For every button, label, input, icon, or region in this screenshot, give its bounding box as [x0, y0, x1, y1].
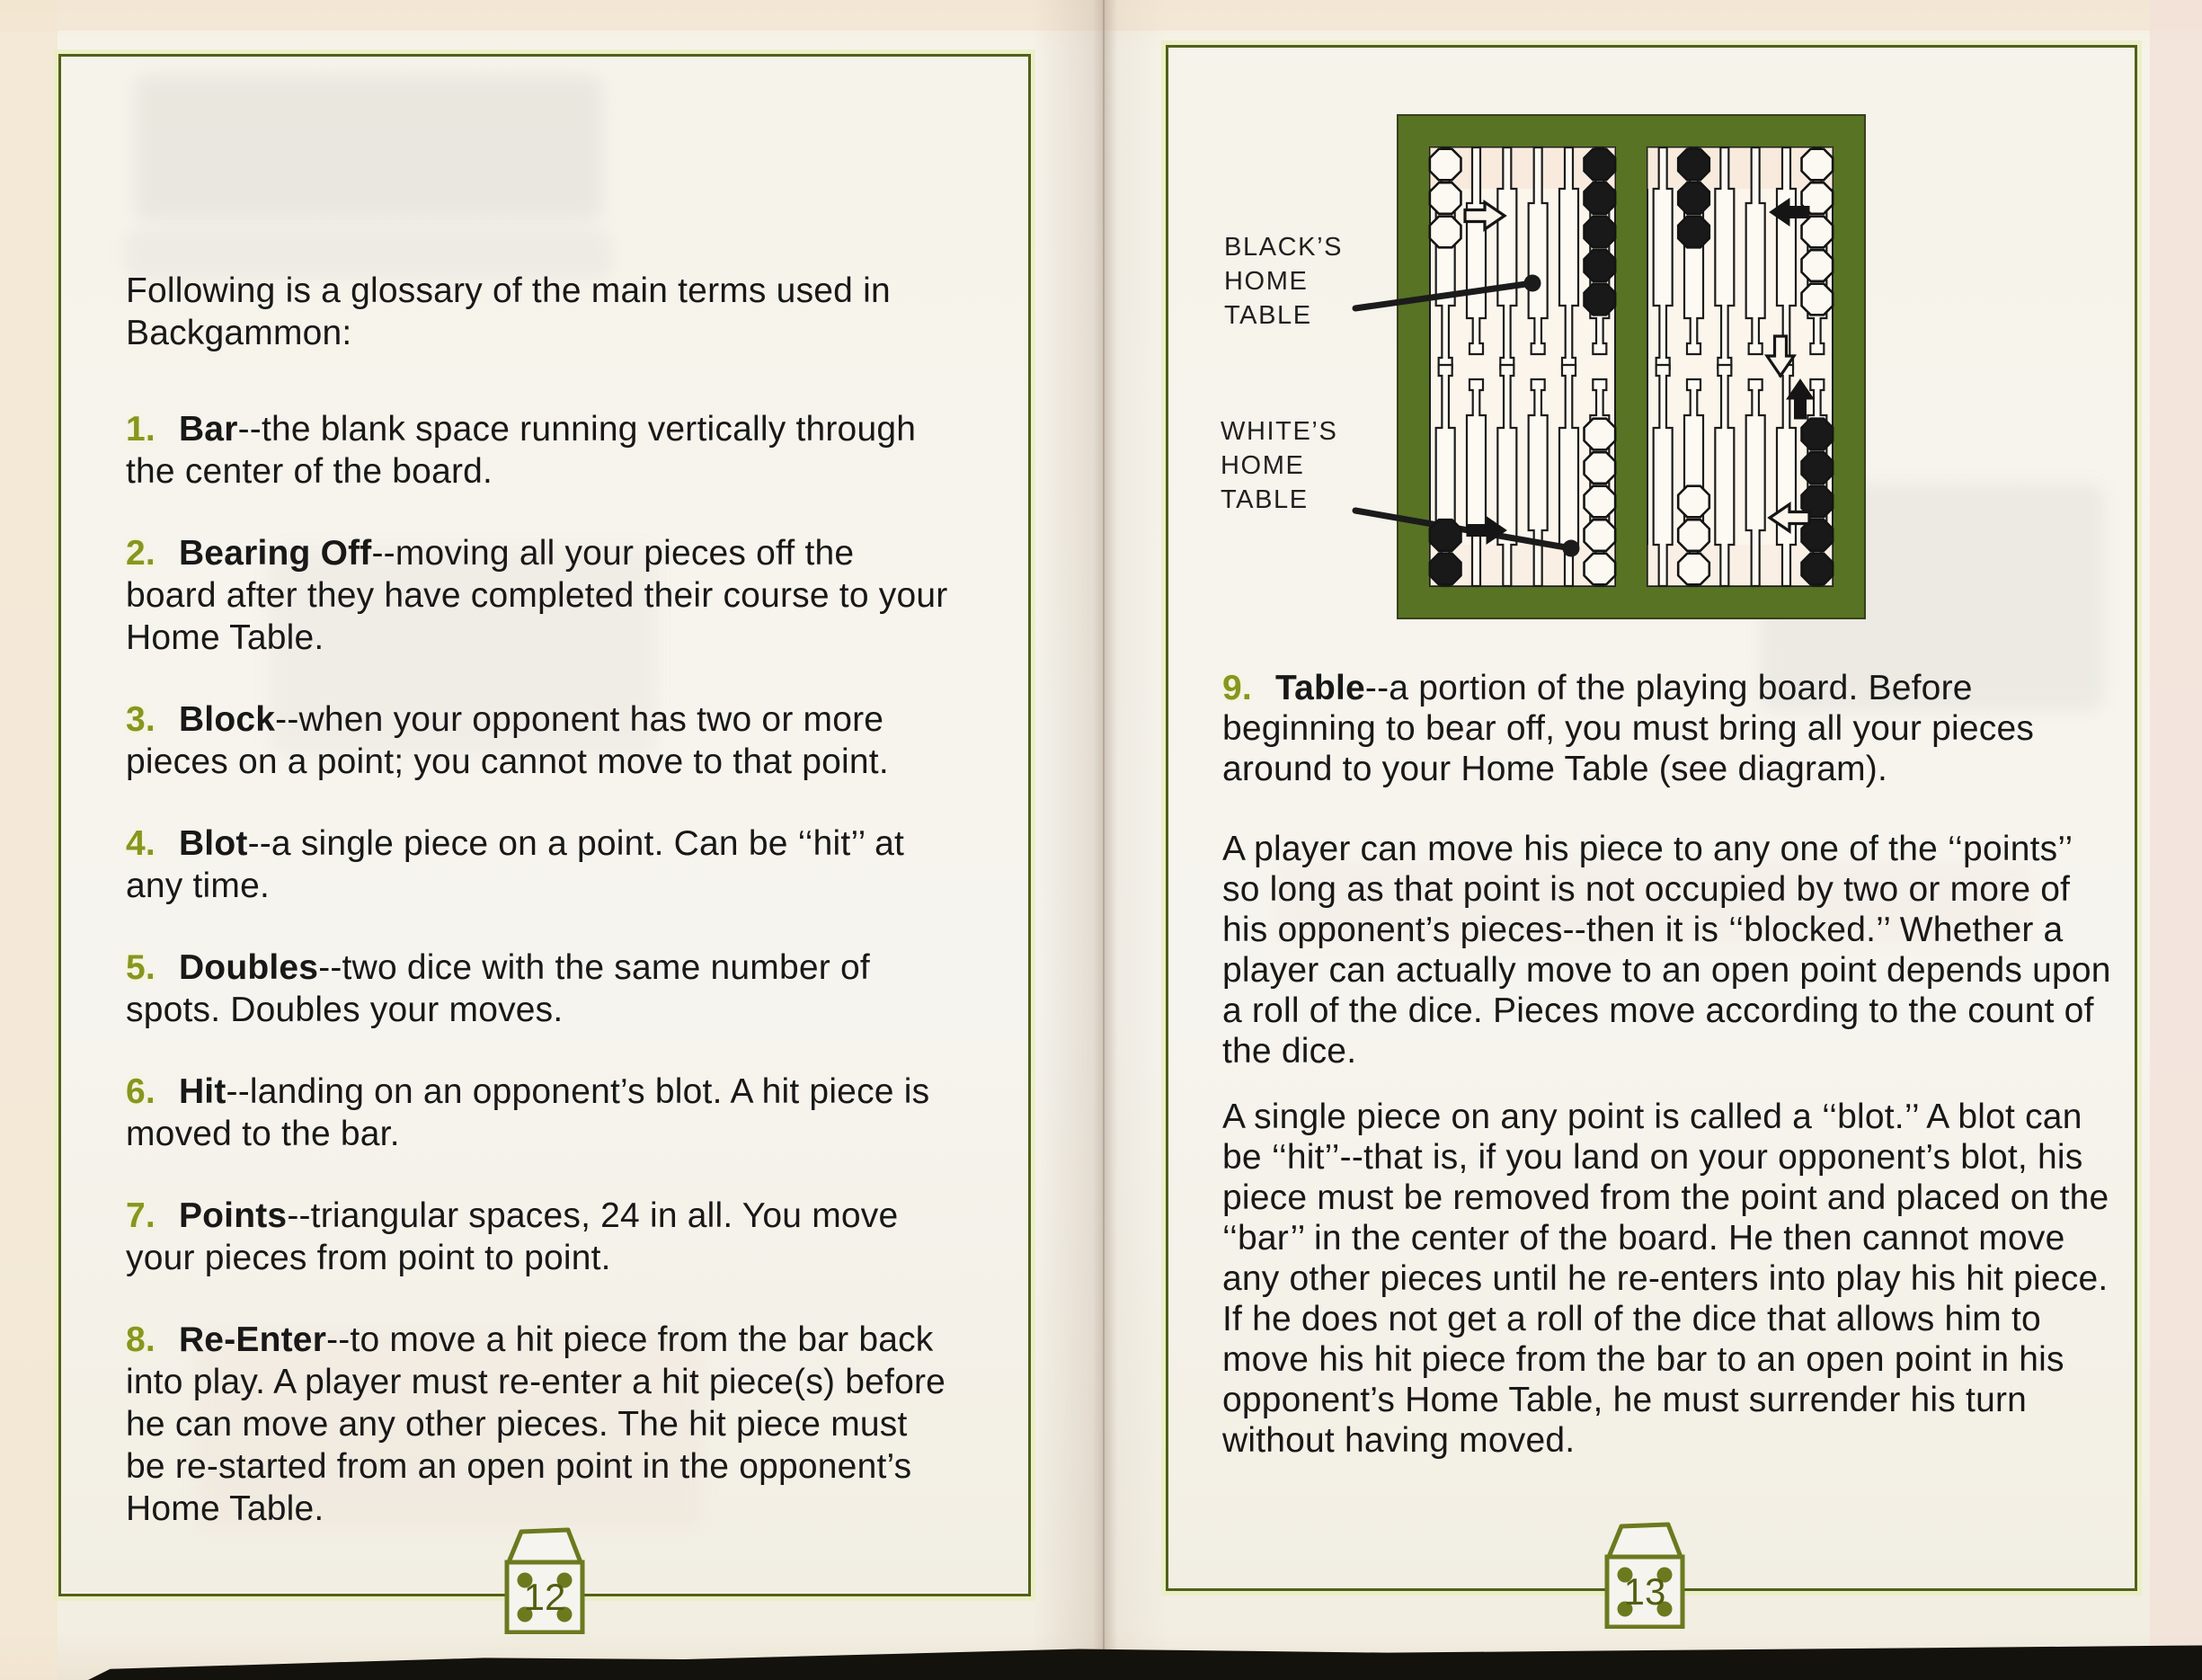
glossary-item-text: --a portion of the playing board. Before beginning to bear off, you must bring all your pieces around to your Home Table (see diagram).: [1222, 669, 2035, 788]
right-page-content: [1222, 668, 2112, 1486]
black-checker: [1430, 520, 1461, 551]
white-checker: [1678, 554, 1709, 585]
glossary-item-number: 8.: [126, 1320, 155, 1359]
glossary-item: [1222, 668, 2112, 789]
white-checker: [1585, 486, 1616, 518]
glossary-intro: Following is a glossary of the main terms used in Backgammon:: [126, 271, 891, 352]
glossary-item-term: Bearing Off: [178, 534, 372, 573]
white-checker: [1430, 149, 1461, 181]
black-checker: [1678, 217, 1709, 248]
white-checker: [1585, 554, 1616, 585]
glossary-item-text: --when your opponent has two or more pieces on a point; you cannot move to that point.: [126, 700, 889, 781]
rules-paragraph: A single piece on any point is called a ‘‘blot.’’ A blot can be ‘‘hit’’--that is, if you land on your opponent’s blot, his piece must be removed from the point and placed on the ‘‘bar’’ in the center of the board. He then cannot move any other pieces until he re-enters into play his hit piece. If he does not get a roll of the dice that allows him to move his hit piece from the bar to an open point in his opponent’s Home Table, he must surrender his turn without having moved.: [1222, 1098, 2109, 1460]
glossary-item-number: 2.: [126, 534, 155, 573]
left-page-number: 12: [523, 1576, 566, 1618]
glossary-item-term: Blot: [178, 824, 248, 863]
page-number-die: [1602, 1521, 1688, 1629]
backgammon-board-diagram: [1204, 106, 1887, 681]
glossary-item: [126, 408, 951, 493]
diagram-label-line: TABLE: [1221, 485, 1309, 514]
diagram-label-blacks-home-table: [1224, 230, 1343, 333]
glossary-item-text: --to move a hit piece from the bar back into play. A player must re-enter a hit piece(s) before he can move any other pieces. The hit piece must be re-started from an open point in the opponent’s Home Table.: [126, 1320, 946, 1528]
diagram-label-line: HOME: [1224, 267, 1309, 296]
white-checker: [1802, 284, 1834, 316]
diagram-label-line: TABLE: [1224, 301, 1312, 330]
left-page-content: [126, 270, 951, 1530]
label-leader-dot: [1563, 540, 1580, 557]
glossary-item-number: 1.: [126, 410, 155, 449]
glossary-item-number: 3.: [126, 700, 155, 739]
booklet-spine-shadow: [1032, 0, 1170, 1680]
glossary-item-term: Table: [1274, 669, 1365, 707]
white-checker: [1585, 520, 1616, 551]
glossary-item: [126, 1195, 951, 1279]
glossary-item-number: 4.: [126, 824, 155, 863]
glossary-item-text: --landing on an opponent’s blot. A hit piece is moved to the bar.: [126, 1072, 930, 1153]
glossary-item: [126, 532, 951, 659]
scan-edge-tint-left: [0, 0, 58, 1680]
diagram-label-line: BLACK’S: [1224, 233, 1344, 262]
black-checker: [1585, 149, 1616, 181]
glossary-item-text: --moving all your pieces off the board after they have completed their course to your Home Table.: [126, 534, 948, 657]
glossary-item-term: Hit: [178, 1072, 226, 1111]
right-page-number: 13: [1623, 1570, 1666, 1613]
black-checker: [1678, 182, 1709, 214]
glossary-item: [126, 1319, 951, 1530]
black-checker: [1585, 284, 1616, 316]
die-top-face: [1609, 1524, 1681, 1557]
white-checker: [1678, 520, 1709, 551]
black-checker: [1430, 554, 1461, 585]
white-checker: [1802, 149, 1834, 181]
white-checker: [1430, 217, 1461, 248]
white-checker: [1678, 486, 1709, 518]
glossary-item: [126, 947, 951, 1031]
black-checker: [1678, 149, 1709, 181]
glossary-item-number: 7.: [126, 1196, 155, 1235]
glossary-item-number: 9.: [1222, 669, 1252, 707]
white-checker: [1585, 419, 1616, 450]
black-checker: [1802, 452, 1834, 484]
rules-paragraph: A player can move his piece to any one of the ‘‘points’’ so long as that point is not occupied by two or more of his opponent’s pieces--then it is ‘‘blocked.’’ Whether a player can actually move to an open point depends upon a roll of the dice. Pieces move according to the count of the dice.: [1222, 830, 2111, 1071]
white-checker: [1585, 452, 1616, 484]
glossary-item-text: --triangular spaces, 24 in all. You move your pieces from point to point.: [126, 1196, 899, 1277]
diagram-label-whites-home-table: [1221, 414, 1337, 517]
diagram-label-line: HOME: [1221, 451, 1305, 480]
white-checker: [1802, 250, 1834, 281]
die-top-face: [509, 1530, 581, 1562]
glossary-item-term: Re-Enter: [178, 1320, 327, 1359]
glossary-item-term: Points: [178, 1196, 288, 1235]
spine-crease: [1103, 0, 1105, 1680]
glossary-item-text: --two dice with the same number of spots. Doubles your moves.: [126, 948, 870, 1029]
glossary-list: [126, 408, 951, 1530]
black-checker: [1802, 554, 1834, 585]
glossary-item: [126, 698, 951, 783]
glossary-item-9-holder: [1222, 668, 2112, 789]
glossary-item-number: 6.: [126, 1072, 155, 1111]
label-leader-dot: [1524, 275, 1541, 292]
page-number-die: [502, 1526, 588, 1634]
glossary-item-number: 5.: [126, 948, 155, 987]
black-checker: [1585, 182, 1616, 214]
glossary-item: [126, 1071, 951, 1155]
white-checker: [1802, 217, 1834, 248]
black-checker: [1585, 250, 1616, 281]
glossary-item-term: Doubles: [178, 948, 319, 987]
glossary-item-text: --the blank space running vertically through the center of the board.: [126, 410, 917, 491]
board-panel: [1430, 147, 1615, 586]
diagram-label-line: WHITE’S: [1221, 417, 1338, 446]
scan-edge-tint-right: [2150, 0, 2202, 1680]
glossary-item-term: Block: [178, 700, 276, 739]
glossary-item: [126, 822, 951, 907]
white-checker: [1430, 182, 1461, 214]
black-checker: [1585, 217, 1616, 248]
glossary-item-text: --a single piece on a point. Can be ‘‘hit’’ at any time.: [126, 824, 904, 905]
black-checker: [1802, 419, 1834, 450]
glossary-item-term: Bar: [178, 410, 238, 449]
